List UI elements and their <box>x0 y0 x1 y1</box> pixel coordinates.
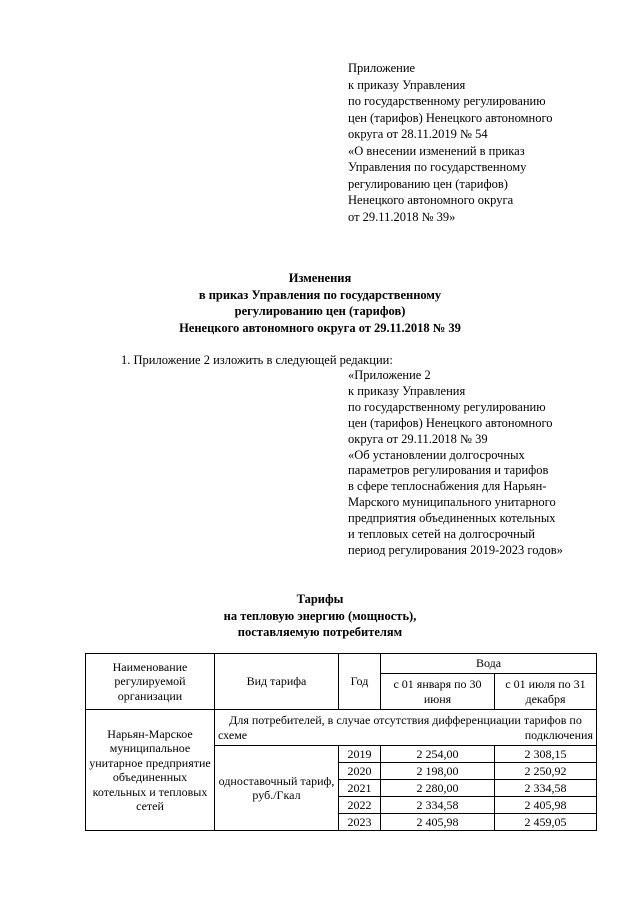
appendix-note-line: регулированию цен (тарифов) <box>348 176 508 191</box>
appendix-2-note-line: параметров регулирования и тарифов <box>348 463 549 478</box>
appendix-note-line: «О внесении изменений в приказ <box>348 143 525 158</box>
tariff-value-h2: 2 334,58 <box>495 780 597 797</box>
tariffs-title <box>0 591 640 641</box>
changes-title <box>0 270 640 336</box>
tariff-value-h2: 2 405,98 <box>495 797 597 814</box>
tariffs-title-line: Тарифы <box>296 592 344 606</box>
appendix-2-note-line: в сфере теплоснабжения для Нарьян- <box>348 479 547 494</box>
appendix-note-line: от 29.11.2018 № 39» <box>348 209 456 224</box>
appendix-2-note-line: округа от 29.11.2018 № 39 <box>348 431 488 446</box>
header-period-1: с 01 января по 30 июня <box>381 674 495 710</box>
appendix-note <box>348 60 608 225</box>
changes-title-line: в приказ Управления по государственному <box>198 287 442 302</box>
tariffs-title-line: на тепловую энергию (мощность), <box>223 608 417 623</box>
tariff-value-h1: 2 334,58 <box>381 797 495 814</box>
header-org: Наименование регулируемой организации <box>86 654 215 710</box>
tariff-value-h1: 2 280,00 <box>381 780 495 797</box>
appendix-2-note-line: «Об установлении долгосрочных <box>348 447 525 462</box>
appendix-2-note-line: «Приложение 2 <box>348 368 431 382</box>
appendix-2-note-line: Марского муниципального унитарного <box>348 495 556 510</box>
tariff-type-cell: одноставочный тариф, руб./Гкал <box>215 746 339 831</box>
tariff-value-h2: 2 308,15 <box>495 746 597 763</box>
tariff-value-h1: 2 198,00 <box>381 763 495 780</box>
consumers-note: Для потребителей, в случае отсутствия дифференциации тарифов по схеме подключения <box>215 710 597 746</box>
appendix-note-line: Ненецкого автономного округа <box>348 193 514 207</box>
changes-title-line: Изменения <box>288 271 352 285</box>
tariffs-title-line: поставляемую потребителям <box>237 625 403 639</box>
appendix-note-line: Приложение <box>348 61 416 75</box>
appendix-note-line: к приказу Управления <box>348 77 466 92</box>
appendix-2-note-line: цен (тарифов) Ненецкого автономного <box>348 415 553 430</box>
year-cell: 2019 <box>339 746 381 763</box>
header-water: Вода <box>381 654 597 674</box>
changes-title-line: Ненецкого автономного округа от 29.11.2018 № 39 <box>179 320 461 335</box>
tariff-value-h1: 2 254,00 <box>381 746 495 763</box>
appendix-2-note-line: период регулирования 2019-2023 годов» <box>348 542 563 557</box>
header-year: Год <box>339 654 381 710</box>
year-cell: 2022 <box>339 797 381 814</box>
year-cell: 2023 <box>339 814 381 831</box>
tariff-value-h1: 2 405,98 <box>381 814 495 831</box>
appendix-2-note-line: предприятия объединенных котельных <box>348 511 556 526</box>
header-tariff-type: Вид тарифа <box>215 654 339 710</box>
year-cell: 2020 <box>339 763 381 780</box>
appendix-2-note-line: и тепловых сетей на долгосрочный <box>348 527 535 542</box>
appendix-note-line: Управления по государственному <box>348 160 527 174</box>
appendix-2-note-line: по государственному регулированию <box>348 399 546 414</box>
year-cell: 2021 <box>339 780 381 797</box>
table-header-row <box>86 654 597 674</box>
changes-title-line: регулированию цен (тарифов) <box>234 304 406 318</box>
tariff-value-h2: 2 459,05 <box>495 814 597 831</box>
table-row <box>86 710 597 746</box>
header-period-2: с 01 июля по 31 декабря <box>495 674 597 710</box>
appendix-note-line: цен (тарифов) Ненецкого автономного <box>348 110 553 125</box>
appendix-note-line: округа от 28.11.2019 № 54 <box>348 127 488 141</box>
appendix-2-note <box>348 368 618 559</box>
appendix-2-note-line: к приказу Управления <box>348 383 466 398</box>
item-1-text: 1. Приложение 2 изложить в следующей редакции: <box>121 353 393 367</box>
tariff-value-h2: 2 250,92 <box>495 763 597 780</box>
tariff-table <box>85 653 597 831</box>
org-name-cell: Нарьян-Марское муниципальное унитарное предприятие объединенных котельных и тепловых сетей <box>86 710 215 831</box>
appendix-note-line: по государственному регулированию <box>348 94 546 108</box>
